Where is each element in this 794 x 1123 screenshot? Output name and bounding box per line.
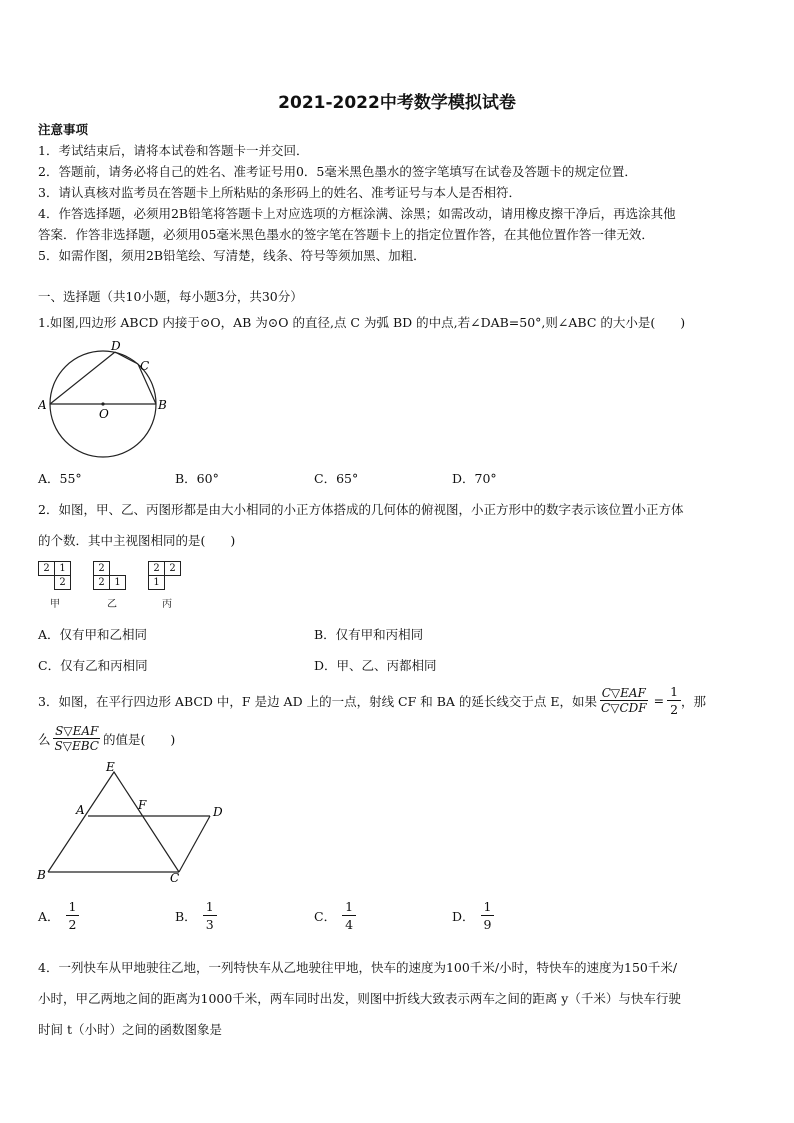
q2-option-a: A．仅有甲和乙相同 bbox=[38, 627, 148, 642]
q2-option-d: D．甲、乙、丙都相同 bbox=[314, 658, 437, 673]
q3-stem-c: 么 bbox=[38, 731, 51, 747]
notice-item: 1．考试结束后，请将本试卷和答题卡一并交回． bbox=[38, 143, 309, 158]
option-fraction bbox=[481, 898, 495, 933]
frac-numerator: 1 bbox=[342, 898, 356, 916]
q4-stem-line3: 时间 t（小时）之间的函数图象是 bbox=[38, 1022, 222, 1037]
notice-item: 2．答题前，请务必将自己的姓名、准考证号用0．5毫米黑色墨水的签字笔填写在试卷及答题卡的规定位置． bbox=[38, 164, 637, 179]
cube-cell: 1 bbox=[148, 575, 165, 590]
cube-cell: 2 bbox=[54, 575, 71, 590]
q1-stem: 1.如图,四边形 ABCD 内接于⊙O，AB 为⊙O 的直径,点 C 为弧 BD 的中点,若∠DAB=50°,则∠ABC 的大小是( ) bbox=[38, 315, 686, 330]
frac-numerator: 1 bbox=[667, 683, 681, 701]
q3-option-d bbox=[452, 898, 494, 933]
cube-cell: 2 bbox=[93, 575, 110, 590]
label-b: B bbox=[37, 868, 46, 882]
frac-denominator: 3 bbox=[205, 917, 214, 932]
q4-stem-line2: 小时，甲乙两地之间的距离为1000千米，两车同时出发，则图中折线大致表示两车之间的距离 y（千米）与快车行驶 bbox=[38, 991, 681, 1006]
cube-cell: 1 bbox=[54, 561, 71, 576]
q3-stem-row2 bbox=[38, 724, 175, 753]
q4-stem-line1: 4．一列快车从甲地驶往乙地，一列特快车从乙地驶往甲地，快车的速度为100千米/小时，特快车的速度为150千米/ bbox=[38, 960, 678, 975]
q3-option-b bbox=[175, 898, 217, 933]
frac-denominator: 2 bbox=[670, 702, 679, 717]
option-fraction bbox=[203, 898, 217, 933]
frac-numerator: 1 bbox=[203, 898, 217, 916]
option-fraction bbox=[342, 898, 356, 933]
frac-numerator: C▽EAF bbox=[601, 686, 646, 700]
cube-cell: 1 bbox=[109, 575, 126, 590]
label-a: A bbox=[76, 803, 85, 817]
cube-cell: 2 bbox=[93, 561, 110, 576]
q3-stem-d: 的值是( ) bbox=[102, 731, 176, 747]
frac-denominator: S▽EBC bbox=[54, 739, 99, 753]
label-a: A bbox=[38, 398, 47, 412]
q3-option-a bbox=[38, 898, 79, 933]
q3-stem-b: ，那 bbox=[681, 693, 707, 709]
q2-topviews bbox=[38, 561, 198, 613]
notice-item: 4．作答选择题，必须用2B铅笔将答题卡上对应选项的方框涂满、涂黑；如需改动，请用橡皮擦干净后，再选涂其他 bbox=[38, 206, 676, 221]
q3-parallelogram-figure bbox=[36, 762, 236, 886]
q2-option-c: C．仅有乙和丙相同 bbox=[38, 658, 148, 673]
option-label: C． bbox=[314, 908, 337, 924]
notice-item: 5．如需作图，须用2B铅笔绘、写清楚，线条、符号等须加黑、加粗． bbox=[38, 248, 426, 263]
cube-cell: 2 bbox=[38, 561, 55, 576]
label-b: B bbox=[158, 398, 167, 412]
frac-numerator: S▽EAF bbox=[55, 724, 99, 738]
q3-area-ratio bbox=[53, 724, 101, 753]
section-heading: 一、选择题（共10小题，每小题3分，共30分） bbox=[38, 289, 303, 304]
label-d: D bbox=[213, 805, 223, 819]
q1-option-b: B．60° bbox=[175, 471, 219, 486]
cube-cell: 2 bbox=[164, 561, 181, 576]
q2-stem-line2: 的个数．其中主视图相同的是( ) bbox=[38, 533, 236, 548]
q1-option-d: D．70° bbox=[452, 471, 497, 486]
q1-option-a: A．55° bbox=[38, 471, 82, 486]
option-fraction bbox=[66, 898, 80, 933]
frac-denominator: 4 bbox=[345, 917, 354, 932]
label-o: O bbox=[99, 407, 109, 421]
q1-circle-figure bbox=[38, 338, 168, 458]
notice-item: 3．请认真核对监考员在答题卡上所粘贴的条形码上的姓名、准考证号与本人是否相符． bbox=[38, 185, 521, 200]
fig-label-bing: 丙 bbox=[162, 599, 172, 610]
chord-ad bbox=[50, 352, 115, 404]
fig-label-yi: 乙 bbox=[107, 599, 117, 610]
label-d: D bbox=[111, 339, 121, 353]
q1-option-c: C．65° bbox=[314, 471, 359, 486]
q3-half bbox=[667, 683, 681, 718]
chord-dc bbox=[115, 352, 138, 364]
label-e: E bbox=[106, 762, 115, 774]
q3-stem-row1 bbox=[38, 683, 706, 718]
fig-label-jia: 甲 bbox=[50, 599, 60, 610]
option-label: A． bbox=[38, 908, 60, 924]
side-cd bbox=[179, 816, 210, 872]
notice-heading: 注意事项 bbox=[38, 122, 89, 137]
frac-denominator: 9 bbox=[483, 917, 492, 932]
q2-option-b: B．仅有甲和丙相同 bbox=[314, 627, 424, 642]
q2-stem-line1: 2．如图，甲、乙、丙图形都是由大小相同的小正方体搭成的几何体的俯视图，小正方形中的数字表示该位置小正方体 bbox=[38, 502, 684, 517]
equals-sign: = bbox=[653, 693, 665, 708]
option-label: D． bbox=[452, 908, 475, 924]
notice-item: 答案．作答非选择题，必须用05毫米黑色墨水的签字笔在答题卡上的指定位置作答，在其他位置作答一律无效． bbox=[38, 227, 654, 242]
page-title: 2021-2022中考数学模拟试卷 bbox=[278, 93, 516, 113]
label-c: C bbox=[140, 359, 150, 373]
frac-denominator: 2 bbox=[68, 917, 77, 932]
frac-denominator: C▽CDF bbox=[601, 701, 647, 715]
frac-numerator: 1 bbox=[481, 898, 495, 916]
triangle-ebc bbox=[48, 772, 179, 872]
label-c: C bbox=[170, 871, 180, 885]
center-point bbox=[101, 402, 104, 405]
option-label: B． bbox=[175, 908, 197, 924]
q3-stem-a: 3．如图，在平行四边形 ABCD 中，F 是边 AD 上的一点，射线 CF 和 BA 的延长线交于点 E，如果 bbox=[38, 693, 598, 709]
cube-cell: 2 bbox=[148, 561, 165, 576]
q3-perimeter-ratio bbox=[599, 686, 649, 715]
q3-option-c bbox=[314, 898, 356, 933]
label-f: F bbox=[138, 798, 147, 812]
frac-numerator: 1 bbox=[66, 898, 80, 916]
